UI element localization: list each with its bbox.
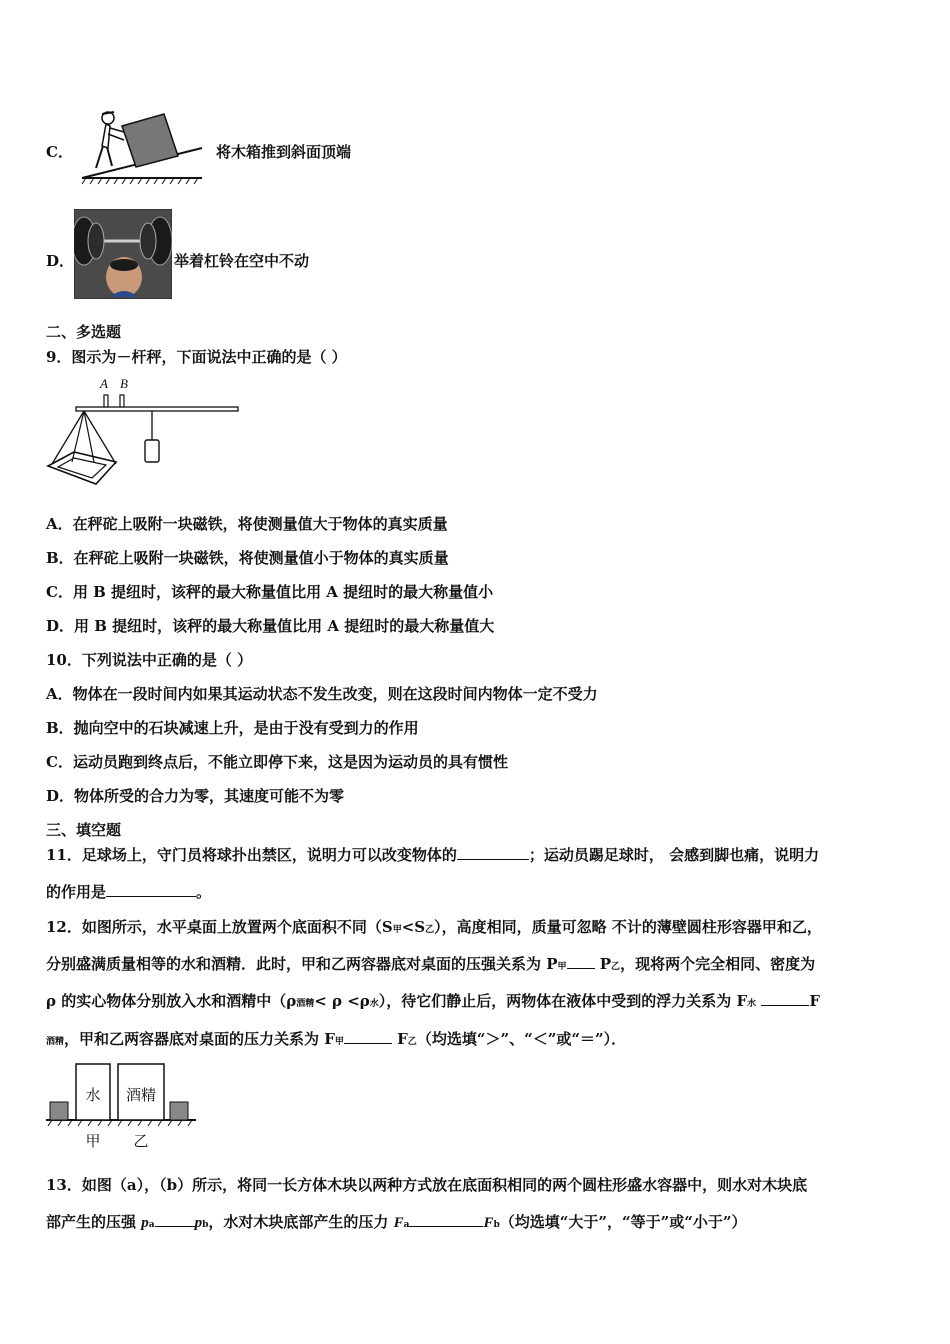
q11-blank-2[interactable] bbox=[106, 882, 196, 897]
container-jia-label: 甲 bbox=[85, 1132, 101, 1150]
q11-line1 bbox=[46, 844, 819, 865]
q10-option-d: D．物体所受的合力为零，其速度可能不为零 bbox=[46, 787, 345, 805]
slope-push-figure bbox=[78, 104, 208, 190]
q13-l2-c: （均选填“大于”，“等于”或“小于”） bbox=[499, 1213, 747, 1231]
q9-stem: 9．图示为－杆秤，下面说法中正确的是（ ） bbox=[46, 348, 347, 366]
q12-l3-c: ），待它们静止后，两物体在液体中受到的浮力关系为 F bbox=[378, 992, 748, 1010]
q11-text-d: 。 bbox=[196, 883, 212, 901]
q13-l2-a: 部产生的压强 bbox=[46, 1213, 142, 1231]
q12-l4-a: ，甲和乙两容器底对桌面的压力关系为 F bbox=[64, 1030, 335, 1048]
section-title-fill: 三、填空题 bbox=[46, 821, 122, 839]
q12-l3-b: < ρ <ρ bbox=[314, 992, 370, 1010]
q12-l4-c: （均选填“＞”、“＜”或“＝”）． bbox=[416, 1030, 627, 1048]
option-d-letter: D． bbox=[46, 252, 75, 270]
q13-line1: 13．如图（a），（b）所示，将同一长方体木块以两种方式放在底面积相同的两个圆柱形盛水容器中，则水对木块底 bbox=[46, 1176, 808, 1194]
q12-l1-b: <S bbox=[401, 918, 426, 936]
q12-l2-sub2: 乙 bbox=[611, 962, 621, 972]
weightlifter-photo bbox=[74, 209, 172, 299]
q10-option-c: C．运动员跑到终点后，不能立即停下来，这是因为运动员的具有惯性 bbox=[46, 753, 508, 771]
q13-fa-sub: a bbox=[403, 1220, 410, 1230]
q12-blank-buoyancy[interactable] bbox=[761, 991, 809, 1006]
container-yi-label: 乙 bbox=[133, 1132, 149, 1150]
q9-option-c: C．用 B 提纽时，该秤的最大称量值比用 A 提纽时的最大称量值小 bbox=[46, 583, 494, 601]
q13-fb-sub: b bbox=[493, 1220, 500, 1230]
q12-line3 bbox=[46, 990, 820, 1011]
q12-l3-sub2: 水 bbox=[369, 999, 379, 1009]
alcohol-label: 酒精 bbox=[125, 1086, 157, 1104]
q12-l2-b: P bbox=[599, 955, 612, 973]
q12-l3-a: ρ 的实心物体分别放入水和酒精中（ρ bbox=[46, 992, 297, 1010]
q13-fb: F bbox=[483, 1215, 494, 1231]
section-title-multi: 二、多选题 bbox=[46, 323, 122, 341]
q10-option-a: A．物体在一段时间内如果其运动状态不发生改变，则在这段时间内物体一定不受力 bbox=[46, 685, 598, 703]
q13-pb: p bbox=[194, 1215, 203, 1231]
option-d-text: 举着杠铃在空中不动 bbox=[174, 252, 310, 270]
q13-blank-pressure[interactable] bbox=[155, 1212, 195, 1227]
q11-line2 bbox=[46, 881, 211, 902]
q12-l2-a: 分别盛满质量相等的水和酒精．此时，甲和乙两容器底对桌面的压强关系为 P bbox=[46, 955, 558, 973]
q12-blank-pressure[interactable] bbox=[567, 954, 595, 969]
q11-text-c: 的作用是 bbox=[46, 883, 107, 901]
q12-l2-sub1: 甲 bbox=[557, 962, 567, 972]
q12-l4-sub3: 乙 bbox=[407, 1037, 417, 1047]
q10-stem: 10．下列说法中正确的是（ ） bbox=[46, 651, 253, 669]
q12-l4-b: F bbox=[397, 1030, 408, 1048]
q12-line4 bbox=[46, 1028, 626, 1049]
q9-option-a: A．在秤砣上吸附一块磁铁，将使测量值大于物体的真实质量 bbox=[46, 515, 448, 533]
q13-pb-sub: b bbox=[202, 1220, 209, 1230]
q13-line2 bbox=[46, 1211, 747, 1232]
water-label: 水 bbox=[85, 1086, 101, 1104]
q10-option-b: B．抛向空中的石块减速上升，是由于没有受到力的作用 bbox=[46, 719, 419, 737]
q13-l2-b: ，水对木块底部产生的压力 bbox=[208, 1213, 394, 1231]
q12-blank-force[interactable] bbox=[344, 1029, 392, 1044]
q13-fa: F bbox=[393, 1215, 404, 1231]
q12-l1-c: ），高度相同，质量可忽略 不计的薄壁圆柱形容器甲和乙， bbox=[434, 918, 822, 936]
q11-text-b: ；运动员踢足球时， 会感到脚也痛，说明力 bbox=[528, 846, 820, 864]
q13-pa: p bbox=[141, 1215, 149, 1231]
q12-l1-sub2: 乙 bbox=[425, 925, 435, 935]
q12-l4-sub1: 酒精 bbox=[46, 1037, 65, 1047]
q12-l1-sub1: 甲 bbox=[392, 925, 402, 935]
q12-line2 bbox=[46, 953, 815, 974]
q12-line1 bbox=[46, 916, 822, 937]
containers-figure bbox=[44, 1058, 204, 1152]
q11-blank-1[interactable] bbox=[457, 845, 529, 860]
q13-pa-sub: a bbox=[148, 1220, 155, 1230]
steelyard-figure bbox=[44, 374, 244, 494]
q12-l4-sub2: 甲 bbox=[334, 1037, 344, 1047]
q12-l3-d: F bbox=[809, 992, 821, 1010]
hook-label-a: A bbox=[100, 376, 108, 391]
q9-option-b: B．在秤砣上吸附一块磁铁，将使测量值小于物体的真实质量 bbox=[46, 549, 449, 567]
q12-l3-sub3: 水 bbox=[747, 999, 757, 1009]
q12-l2-c: ，现将两个完全相同、密度为 bbox=[620, 955, 816, 973]
q12-l1-a: 12．如图所示，水平桌面上放置两个底面积不同（S bbox=[46, 918, 393, 936]
q12-l3-sub1: 酒精 bbox=[296, 999, 315, 1009]
option-c-text: 将木箱推到斜面顶端 bbox=[216, 143, 352, 161]
hook-label-b: B bbox=[120, 376, 128, 391]
q11-text-a: 11．足球场上，守门员将球扑出禁区，说明力可以改变物体的 bbox=[46, 846, 457, 864]
q9-option-d: D．用 B 提纽时，该秤的最大称量值比用 A 提纽时的最大称量值大 bbox=[46, 617, 495, 635]
q13-blank-force[interactable] bbox=[409, 1212, 483, 1227]
option-c-letter: C． bbox=[46, 143, 73, 161]
